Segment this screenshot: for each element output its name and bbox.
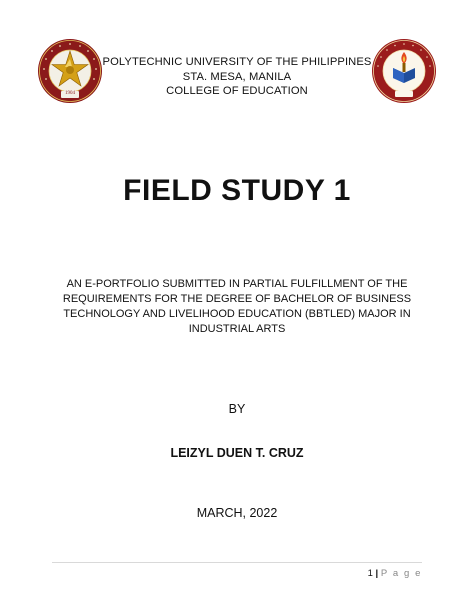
college-of-education-seal-icon	[371, 38, 437, 104]
by-label: BY	[228, 402, 246, 416]
footer-divider	[52, 562, 422, 563]
page-footer	[368, 568, 422, 579]
footer-separator: |	[375, 568, 379, 579]
university-name: POLYTECHNIC UNIVERSITY OF THE PHILIPPINES	[102, 56, 372, 68]
university-address: STA. MESA, MANILA	[182, 70, 292, 83]
college-name: COLLEGE OF EDUCATION	[166, 85, 308, 97]
page-label: P a g e	[380, 568, 422, 579]
page-number: 1	[367, 568, 373, 579]
document-title: FIELD STUDY 1	[123, 174, 351, 207]
seal-year: 1904	[65, 91, 75, 96]
document-description: AN E-PORTFOLIO SUBMITTED IN PARTIAL FULFILLMENT OF THE REQUIREMENTS FOR THE DEGREE OF BACHELOR OF BUSINESS TECHNOLOGY AND LIVELIHOOD EDUCATION (BBTLED) MAJOR IN INDUSTRIAL ARTS	[62, 278, 412, 335]
institution-header	[100, 55, 374, 99]
submission-date: MARCH, 2022	[196, 506, 278, 520]
author-name: LEIZYL DUEN T. CRUZ	[170, 446, 304, 460]
